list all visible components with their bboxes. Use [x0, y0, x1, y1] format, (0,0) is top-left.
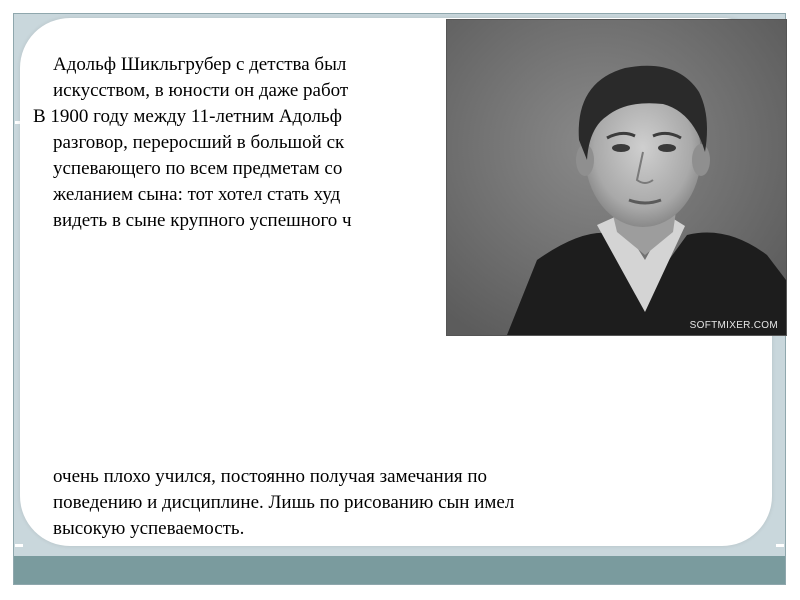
conflict-line: разговор, переросший в большой ск: [53, 132, 345, 153]
intro-paragraph: [53, 52, 348, 104]
conflict-first-line: В 1900 году между 11-летним Адольф: [33, 106, 342, 127]
school-line: поведению и дисциплине. Лишь по рисованию сын имел: [53, 492, 515, 513]
conflict-line: успевающего по всем предметам со: [53, 158, 343, 179]
school-line: высокую успеваемость.: [53, 518, 245, 539]
conflict-line: видеть в сыне крупного успешного ч: [53, 210, 352, 231]
intro-line: Адольф Шикльгрубер с детства был: [53, 54, 347, 75]
conflict-paragraph: [33, 104, 352, 234]
conflict-line: желанием сына: тот хотел стать худ: [53, 184, 341, 205]
school-paragraph: [53, 464, 693, 542]
portrait-photo: [446, 19, 787, 336]
accent-dash-left-bottom: [15, 544, 23, 547]
school-line: очень плохо учился, постоянно получая замечания по: [53, 466, 488, 487]
footer-band: [14, 556, 785, 584]
intro-line: искусством, в юности он даже работ: [53, 80, 349, 101]
photo-watermark: SOFTMIXER.COM: [689, 320, 778, 331]
accent-dash-right-bottom: [776, 544, 784, 547]
portrait-image: [447, 20, 786, 335]
